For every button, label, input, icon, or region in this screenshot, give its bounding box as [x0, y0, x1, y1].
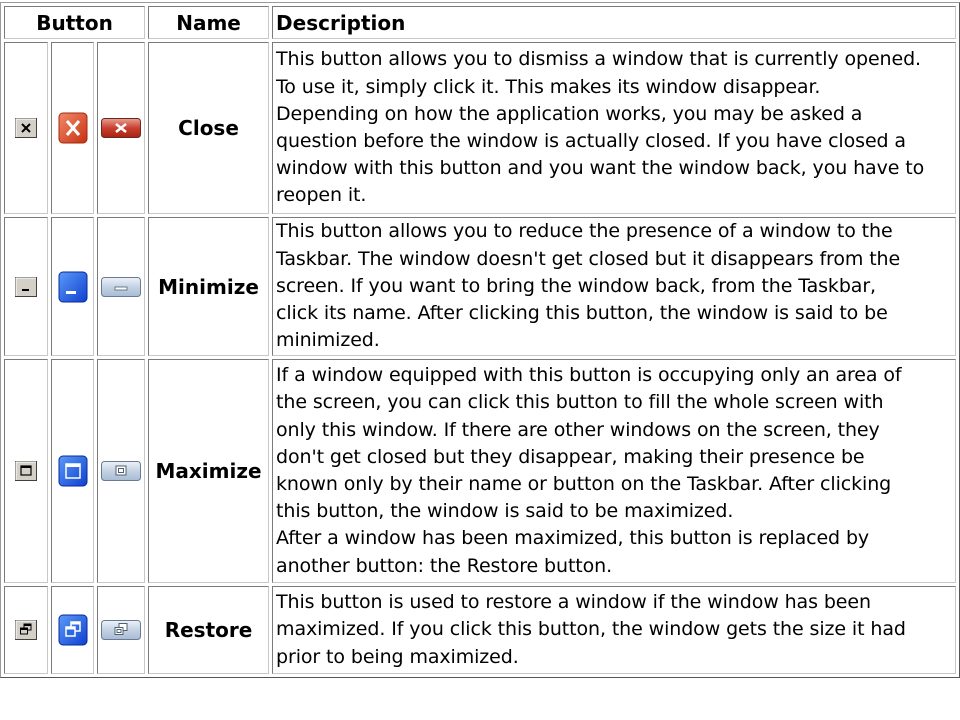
header-description: Description: [272, 6, 956, 39]
description-line: After a window has been maximized, this button is replaced by: [276, 527, 870, 550]
description-line: click its name. After clicking this button, the window is said to be: [276, 302, 888, 325]
icon-cell: [4, 586, 48, 674]
description-line: To use it, simply click it. This makes its window disappear.: [276, 75, 821, 98]
button-name: Minimize: [148, 217, 269, 356]
description-line: question before the window is actually closed. If you have closed a: [276, 130, 906, 152]
description-line: another button: the Restore button.: [276, 554, 613, 577]
header-name: Name: [148, 6, 269, 39]
description-line: maximized. If you click this button, the window gets the size it had: [276, 618, 906, 641]
description-line: known only by their name or button on the Taskbar. After clicking: [276, 473, 892, 495]
restore-icon: [15, 620, 37, 640]
button-name: Close: [148, 42, 269, 214]
restore-icon: [101, 620, 141, 640]
icon-cell: [51, 586, 94, 674]
icon-cell: [97, 217, 145, 356]
icon-cell: [97, 42, 145, 214]
table-row-close: [4, 42, 956, 214]
header-button: Button: [4, 6, 145, 39]
description-line: This button allows you to reduce the presence of a window to the: [276, 220, 893, 243]
maximize-icon: [15, 461, 37, 481]
icon-cell: [4, 217, 48, 356]
table-row-restore: [4, 586, 956, 674]
description-line: this button, the window is said to be maximized.: [276, 500, 734, 523]
button-name: Maximize: [148, 359, 269, 583]
description-line: the screen, you can click this button to fill the whole screen with: [276, 391, 884, 414]
maximize-icon: [101, 461, 141, 481]
description-line: Taskbar. The window doesn't get closed but it disappears from the: [276, 247, 901, 270]
description-line: screen. If you want to bring the window back, from the Taskbar,: [276, 274, 876, 297]
description-line: Depending on how the application works, you may be asked a: [276, 102, 863, 125]
maximize-icon: [58, 455, 88, 487]
description-line: don't get closed but they disappear, making their presence be: [276, 445, 865, 468]
button-description: [272, 359, 956, 583]
table-row-minimize: [4, 217, 956, 356]
button-description: [272, 586, 956, 674]
table-row-maximize: [4, 359, 956, 583]
description-line: This button is used to restore a window if the window has been: [276, 591, 871, 614]
button-description: [272, 217, 956, 356]
description-line: window with this button and you want the window back, you have to: [276, 157, 925, 180]
description-line: If a window equipped with this button is occupying only an area of: [276, 364, 902, 387]
window-buttons-table: [0, 2, 960, 678]
icon-cell: [51, 217, 94, 356]
description-line: only this window. If there are other windows on the screen, they: [276, 418, 880, 441]
icon-cell: [4, 359, 48, 583]
minimize-icon: [15, 277, 37, 297]
description-line: This button allows you to dismiss a window that is currently opened.: [276, 48, 921, 71]
close-icon: [101, 118, 141, 138]
icon-cell: [4, 42, 48, 214]
close-icon: [15, 118, 37, 138]
minimize-icon: [101, 277, 141, 297]
button-name: Restore: [148, 586, 269, 674]
description-line: minimized.: [276, 329, 380, 352]
description-line: prior to being maximized.: [276, 645, 519, 668]
minimize-icon: [58, 271, 88, 303]
icon-cell: [97, 359, 145, 583]
button-description: [272, 42, 956, 214]
description-line: reopen it.: [276, 184, 367, 207]
icon-cell: [97, 586, 145, 674]
close-icon: [58, 112, 88, 144]
restore-icon: [58, 614, 88, 646]
table-header-row: [4, 6, 956, 39]
icon-cell: [51, 359, 94, 583]
icon-cell: [51, 42, 94, 214]
